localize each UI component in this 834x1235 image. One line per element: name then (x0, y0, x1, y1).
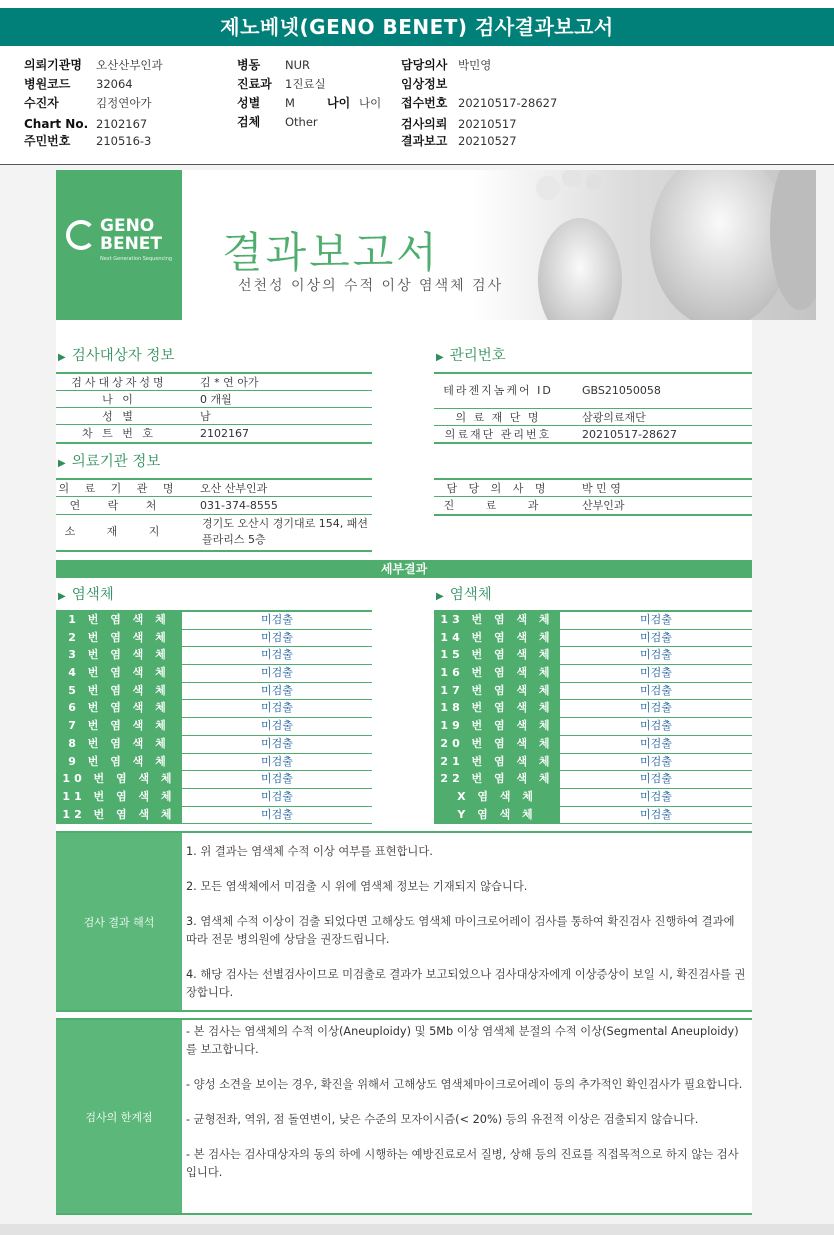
interpretation-text (186, 843, 748, 1019)
meta-value: 2102167 (96, 117, 148, 131)
divider (56, 442, 372, 444)
field-value: 오산 산부인과 (200, 481, 268, 495)
divider (434, 514, 752, 516)
chromosome-result: 미검출 (640, 807, 672, 821)
report-banner-subtitle: 선천성 이상의 수적 이상 염색체 검사 (238, 278, 504, 294)
chromosome-result: 미검출 (261, 648, 293, 662)
chromosome-row (56, 771, 372, 789)
chromosome-label: 2 번 염 색 체 (56, 630, 182, 647)
field-label: 테라젠지놈케어 ID (443, 384, 553, 397)
meta-label: 나이 (327, 96, 351, 110)
chromosome-row (434, 736, 752, 754)
field-value: 김 * 연 아가 (200, 375, 259, 389)
field-label: 성 별 (102, 409, 136, 423)
field-value: 경기도 오산시 경기대로 154, 패션플라리스 5층 (202, 517, 368, 546)
section-heading: ▶ 의료기관 정보 (58, 452, 160, 472)
field-label: 차 트 번 호 (82, 426, 156, 440)
subject-table (56, 374, 372, 442)
chromosome-result: 미검출 (640, 736, 672, 750)
meta-label: 진료과 (237, 77, 272, 91)
report-banner-title: 결과보고서 (222, 228, 440, 277)
limitations-text (186, 1023, 748, 1199)
chromosome-table-left (56, 612, 372, 824)
field-value: 박 민 영 (582, 481, 621, 495)
chromosome-result: 미검출 (640, 772, 672, 786)
chromosome-label: 16 번 염 색 체 (434, 665, 560, 682)
meta-label: 주민번호 (24, 134, 71, 148)
section-heading: ▶ 염색체 (436, 585, 492, 605)
chromosome-label: 7 번 염 색 체 (56, 718, 182, 735)
chromosome-result: 미검출 (261, 613, 293, 626)
meta-value: 20210527 (458, 134, 517, 148)
meta-value: 1진료실 (285, 77, 326, 91)
page-bottom-strip (0, 1224, 834, 1235)
chromosome-result: 미검출 (261, 701, 293, 715)
interpretation-item: 1. 위 결과는 염색체 수적 이상 여부를 표현합니다. (186, 845, 433, 858)
divider (56, 550, 372, 552)
chromosome-label: 6 번 염 색 체 (56, 700, 182, 717)
chromosome-result: 미검출 (261, 807, 293, 821)
meta-label: 검사의뢰 (401, 117, 448, 131)
chromosome-label: 15 번 염 색 체 (434, 647, 560, 664)
chromosome-label: 22 번 염 색 체 (434, 771, 560, 788)
field-label: 진 료 과 (443, 498, 553, 512)
report-title: 제노베넷(GENO BENET) 검사결과보고서 (0, 8, 834, 46)
chromosome-row (434, 665, 752, 683)
chromosome-result: 미검출 (640, 789, 672, 803)
meta-value: 32064 (96, 77, 133, 91)
meta-value: 오산산부인과 (96, 58, 163, 72)
chromosome-label: 3 번 염 색 체 (56, 647, 182, 664)
chromosome-result: 미검출 (261, 630, 293, 644)
arrow-icon: ▶ (58, 352, 66, 363)
chromosome-label: 17 번 염 색 체 (434, 683, 560, 700)
chromosome-label: 10 번 염 색 체 (56, 771, 182, 788)
chromosome-row (434, 612, 752, 630)
chromosome-label: X 염 색 체 (434, 789, 560, 806)
field-value: 남 (200, 409, 211, 423)
meta-value: 나이 (359, 96, 382, 110)
limitation-item: - 본 검사는 염색체의 수적 이상(Aneuploidy) 및 5Mb 이상 염색체 분절의 수적 이상(Segmental Aneuploidy)를 보고합니다. (186, 1025, 739, 1056)
limitation-item: - 균형전좌, 역위, 점 돌연변이, 낮은 수준의 모자이시즘(< 20%) 등의 유전적 이상은 검출되지 않습니다. (186, 1113, 699, 1126)
chromosome-result: 미검출 (261, 719, 293, 733)
meta-value: 20210517-28627 (458, 96, 558, 110)
logo-text: GENO (100, 216, 155, 236)
meta-label: Chart No. (24, 117, 89, 131)
limitation-item: - 양성 소견을 보이는 경우, 확진을 위해서 고해상도 염색체마이크로어레이 등의 추가적인 확인검사가 필요합니다. (186, 1078, 743, 1091)
limitations-label: 검사의 한계점 (56, 1020, 182, 1213)
chromosome-label: Y 염 색 체 (434, 807, 560, 824)
chromosome-label: 11 번 염 색 체 (56, 789, 182, 806)
divider (56, 496, 372, 497)
chromosome-row (434, 700, 752, 718)
limitation-item: - 본 검사는 검사대상자의 동의 하에 시행하는 예방진료로서 질병, 상해 등의 진료를 직접목적으로 하지 않는 검사입니다. (186, 1148, 739, 1179)
chromosome-label: 18 번 염 색 체 (434, 700, 560, 717)
section-heading: ▶ 관리번호 (436, 346, 506, 366)
meta-value: NUR (285, 58, 311, 72)
meta-label: 병동 (237, 58, 261, 72)
field-label: 소 재 지 (64, 525, 174, 538)
chromosome-table-right (434, 612, 752, 824)
chromosome-row (56, 754, 372, 772)
field-label: 담 당 의 사 명 (446, 481, 550, 495)
divider (434, 425, 752, 426)
interpretation-item: 3. 염색체 수적 이상이 검출 되었다면 고해상도 염색체 마이크로어레이 검사를 통하여 확진검사 진행하여 결과에 따라 전문 병의원에 상담을 권장드립니다. (186, 915, 735, 946)
doctor-table (434, 480, 752, 514)
chromosome-label: 20 번 염 색 체 (434, 736, 560, 753)
management-table (434, 381, 752, 401)
divider (56, 407, 372, 408)
chromosome-result: 미검출 (640, 754, 672, 768)
chromosome-row (434, 754, 752, 772)
meta-value: Other (285, 115, 318, 129)
meta-block (0, 52, 834, 164)
field-value: 2102167 (200, 426, 249, 440)
meta-label: 검체 (237, 115, 261, 129)
chromosome-label: 19 번 염 색 체 (434, 718, 560, 735)
detail-results-bar: 세부결과 (56, 560, 752, 578)
field-value: 삼광의료재단 (582, 410, 646, 424)
institution-table (56, 480, 372, 514)
chromosome-result: 미검출 (640, 719, 672, 733)
arrow-icon: ▶ (58, 458, 66, 469)
chromosome-label: 1 번 염 색 체 (56, 612, 182, 629)
chromosome-result: 미검출 (261, 772, 293, 786)
chromosome-row (434, 683, 752, 701)
field-label: 나 이 (102, 392, 136, 406)
chromosome-row (56, 789, 372, 807)
divider (56, 514, 372, 515)
chromosome-row (434, 771, 752, 789)
divider (56, 1213, 752, 1215)
meta-label: 결과보고 (401, 134, 448, 148)
arrow-icon: ▶ (436, 591, 444, 602)
interpretation-item: 2. 모든 염색체에서 미검출 시 위에 염색체 정보는 기재되지 않습니다. (186, 880, 528, 893)
divider (434, 496, 752, 497)
arrow-icon: ▶ (58, 591, 66, 602)
management-table (434, 409, 752, 443)
meta-value: M (285, 96, 295, 110)
meta-label: 임상정보 (401, 77, 448, 91)
divider (434, 442, 752, 444)
field-label: 연 락 처 (69, 498, 169, 512)
field-label: 검사대상자성명 (71, 375, 167, 389)
field-label: 의료재단 관리번호 (444, 427, 552, 441)
chromosome-row (56, 718, 372, 736)
chromosome-label: 13 번 염 색 체 (434, 612, 560, 629)
chromosome-row (434, 807, 752, 825)
field-value: 0 개월 (200, 392, 232, 406)
chromosome-row (56, 700, 372, 718)
meta-label: 접수번호 (401, 96, 448, 110)
arrow-icon: ▶ (436, 352, 444, 363)
divider (434, 372, 752, 374)
meta-label: 병원코드 (24, 77, 71, 91)
logo-mark-icon (66, 220, 96, 250)
chromosome-row (434, 789, 752, 807)
chromosome-label: 12 번 염 색 체 (56, 807, 182, 824)
section-heading: ▶ 검사대상자 정보 (58, 346, 174, 366)
chromosome-result: 미검출 (640, 701, 672, 715)
field-value: 산부인과 (582, 498, 625, 512)
chromosome-result: 미검출 (261, 666, 293, 680)
divider (56, 1010, 752, 1012)
chromosome-row (56, 683, 372, 701)
chromosome-result: 미검출 (640, 666, 672, 680)
chromosome-result: 미검출 (640, 648, 672, 662)
meta-label: 수진자 (24, 96, 59, 110)
chromosome-label: 14 번 염 색 체 (434, 630, 560, 647)
logo-tagline: Next Generation Sequencing (100, 256, 173, 262)
chromosome-row (56, 807, 372, 825)
logo-text: BENET (100, 234, 163, 254)
chromosome-result: 미검출 (640, 630, 672, 644)
divider (56, 424, 372, 425)
meta-value: 210516-3 (96, 134, 152, 148)
field-value: 031-374-8555 (200, 498, 278, 512)
chromosome-label: 9 번 염 색 체 (56, 754, 182, 771)
chromosome-row (434, 718, 752, 736)
chromosome-row (56, 736, 372, 754)
field-label: 의 료 기 관 명 (58, 481, 180, 495)
chromosome-result: 미검출 (261, 754, 293, 768)
field-value: GBS21050058 (582, 384, 661, 397)
chromosome-row (56, 630, 372, 648)
meta-label: 의뢰기관명 (24, 58, 82, 72)
meta-value: 김정연아가 (96, 96, 152, 110)
chromosome-result: 미검출 (640, 613, 672, 626)
chromosome-row (434, 647, 752, 665)
chromosome-result: 미검출 (261, 789, 293, 803)
interpretation-label: 검사 결과 해석 (56, 833, 182, 1010)
meta-label: 성별 (237, 96, 261, 110)
chromosome-row (56, 665, 372, 683)
chromosome-label: 5 번 염 색 체 (56, 683, 182, 700)
baby-feet-image (520, 170, 816, 320)
field-value: 20210517-28627 (582, 427, 677, 441)
meta-label: 담당의사 (401, 58, 448, 72)
chromosome-result: 미검출 (261, 736, 293, 750)
divider (56, 390, 372, 391)
chromosome-label: 21 번 염 색 체 (434, 754, 560, 771)
chromosome-result: 미검출 (640, 683, 672, 697)
field-label: 의 료 재 단 명 (455, 410, 541, 424)
chromosome-row (56, 647, 372, 665)
chromosome-result: 미검출 (261, 683, 293, 697)
chromosome-label: 4 번 염 색 체 (56, 665, 182, 682)
chromosome-row (56, 612, 372, 630)
meta-value: 20210517 (458, 117, 517, 131)
chromosome-label: 8 번 염 색 체 (56, 736, 182, 753)
interpretation-item: 4. 해당 검사는 선별검사이므로 미검출로 결과가 보고되었으나 검사대상자에게 이상증상이 보일 시, 확진검사를 권장합니다. (186, 968, 746, 999)
logo-box (56, 170, 182, 320)
section-heading: ▶ 염색체 (58, 585, 114, 605)
chromosome-row (434, 630, 752, 648)
meta-value: 박민영 (458, 58, 492, 72)
